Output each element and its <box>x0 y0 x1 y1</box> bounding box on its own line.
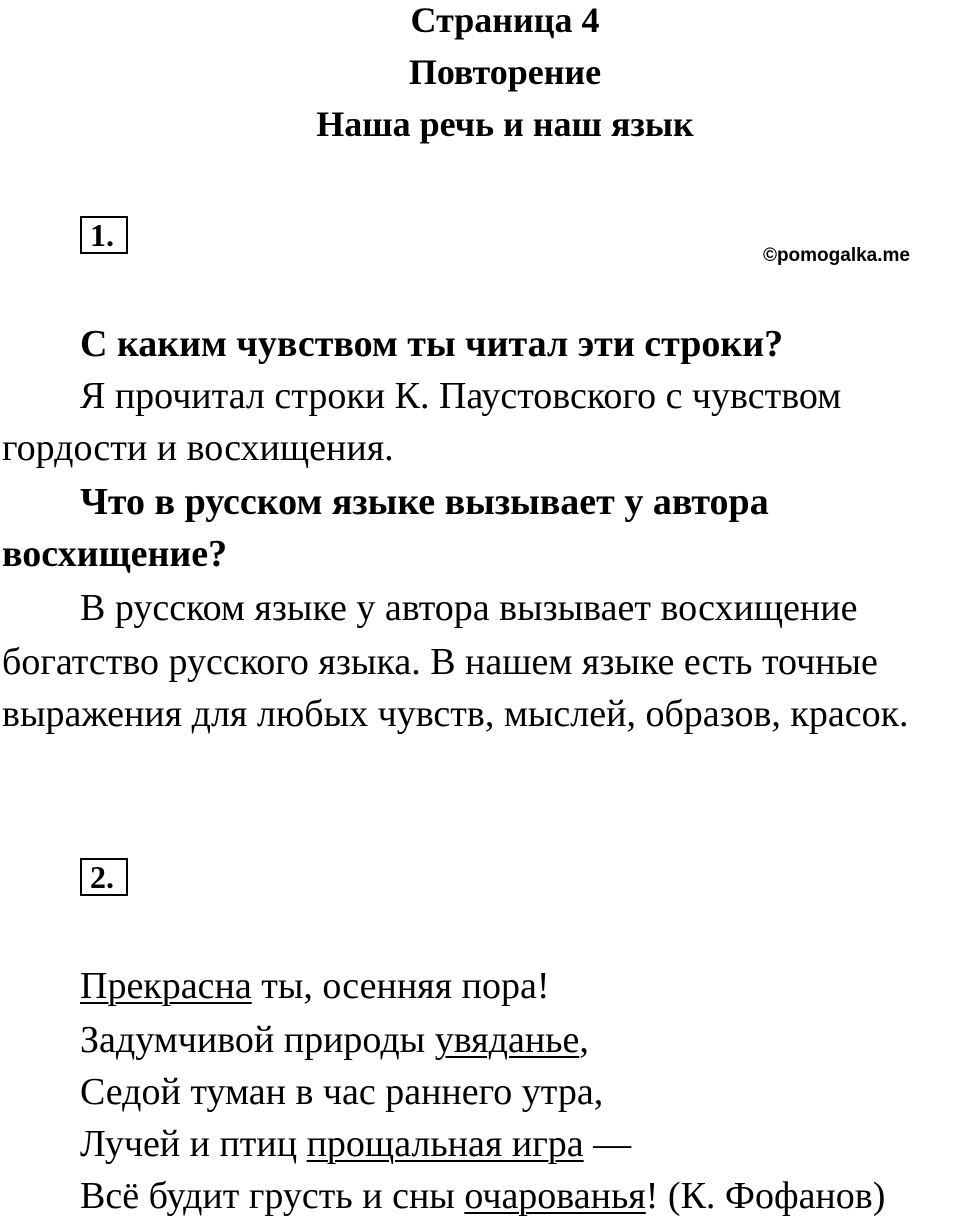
poem-text: ты, осенняя пора! <box>251 965 550 1007</box>
poem-line-5 <box>80 1174 885 1218</box>
task-1-answer-2-line-1: В русском языке у автора вызывает восхищение <box>80 587 858 629</box>
poem-line-2 <box>80 1018 589 1062</box>
task-1-question-1: С каким чувством ты читал эти строки? <box>80 323 784 365</box>
poem-line-3 <box>80 1070 603 1114</box>
poem-underlined-word: прощальная игра <box>306 1123 584 1165</box>
poem-text: ! (К. Фофанов) <box>645 1175 886 1217</box>
topic-title: Наша речь и наш язык <box>316 104 694 144</box>
poem-text: — <box>583 1123 632 1165</box>
task-1-answer-1-line-2: гордости и восхищения. <box>2 427 394 469</box>
poem-text: Лучей и птиц <box>80 1123 307 1165</box>
task-1-answer-2-line-3: выражения для любых чувств, мыслей, образов, красок. <box>2 693 909 735</box>
task-2-number: 2. <box>80 858 128 896</box>
poem-underlined-word: очарованья <box>464 1175 646 1217</box>
poem-text: , <box>579 1019 589 1061</box>
task-1-question-2-line-2: восхищение? <box>2 533 228 575</box>
poem-underlined-word: Прекрасна <box>80 965 252 1007</box>
task-1-number: 1. <box>80 216 128 254</box>
poem-line-4 <box>80 1122 631 1166</box>
poem-line-1 <box>80 964 549 1008</box>
page-title: Страница 4 <box>410 0 600 40</box>
poem-underlined-word: увяданье <box>434 1019 580 1061</box>
task-1-question-2-line-1: Что в русском языке вызывает у автора <box>80 481 769 523</box>
poem-text: Задумчивой природы <box>80 1019 435 1061</box>
section-title: Повторение <box>408 52 602 92</box>
poem-text: Седой туман в час раннего утра, <box>80 1071 604 1113</box>
poem-text: Всё будит грусть и сны <box>80 1175 465 1217</box>
copyright-watermark: ©pomogalka.me <box>762 245 910 266</box>
task-1-answer-1-line-1: Я прочитал строки К. Паустовского с чувством <box>80 375 842 417</box>
task-1-answer-2-line-2: богатство русского языка. В нашем языке есть точные <box>2 641 878 683</box>
